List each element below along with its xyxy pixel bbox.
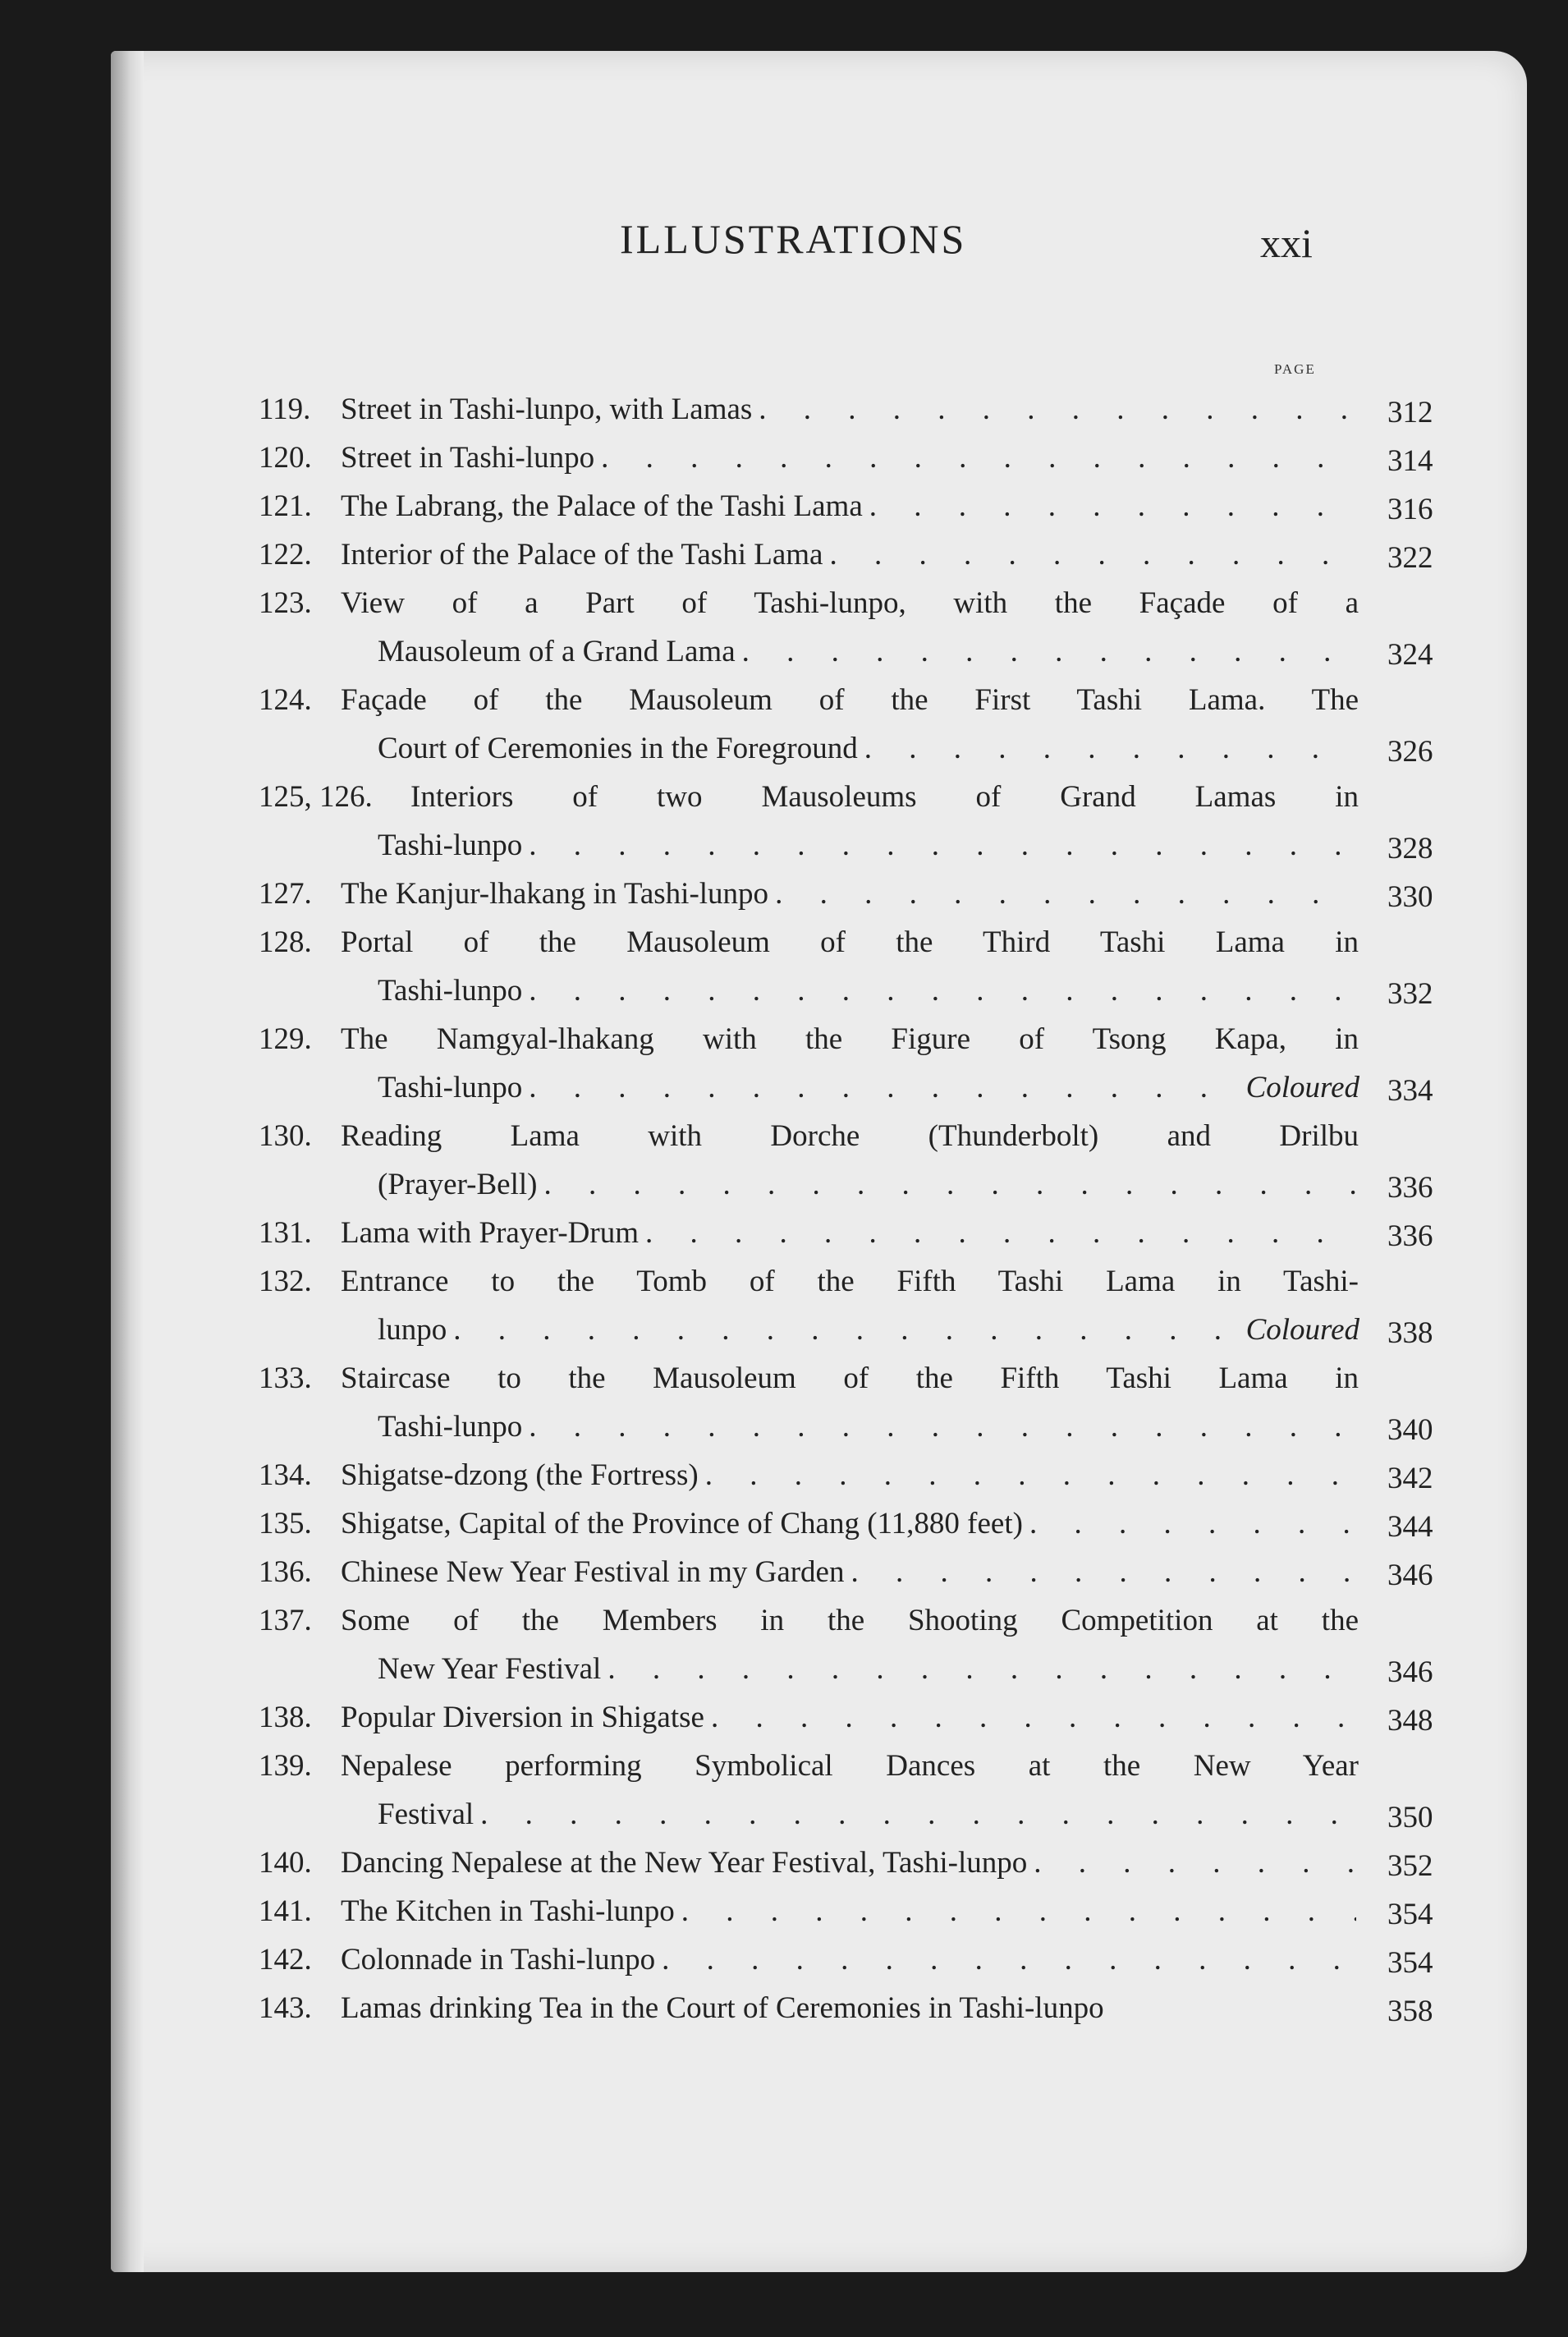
entry-number: 127. (259, 877, 312, 911)
entry-title: Chinese New Year Festival in my Garden (341, 1555, 845, 1589)
list-item (259, 1458, 1433, 1506)
dot-leader (607, 1651, 1356, 1687)
entry-page-number: 354 (1387, 1898, 1433, 1931)
entry-title-line: The Namgyal-lhakang with the Figure of Tsong Kapa, in (341, 1022, 1359, 1056)
list-item (259, 1264, 1433, 1361)
entry-leader-line (378, 1409, 1363, 1444)
dot-leader (869, 489, 1356, 524)
dot-leader (480, 1797, 1356, 1832)
coloured-note: Coloured (1245, 1313, 1359, 1347)
entry-page-number: 314 (1387, 444, 1433, 478)
entry-number: 143. (259, 1991, 312, 2025)
entry-number: 123. (259, 586, 312, 620)
entry-page-number: 338 (1387, 1316, 1433, 1350)
entry-title: The Labrang, the Palace of the Tashi Lama (341, 489, 863, 523)
entry-title: Shigatse, Capital of the Province of Chang (11,880 feet) (341, 1507, 1023, 1540)
entry-page-number: 332 (1387, 977, 1433, 1011)
entry-page-number: 354 (1387, 1946, 1433, 1980)
dot-leader (645, 1215, 1356, 1251)
entry-leader-line (378, 1167, 1363, 1202)
entry-title: Interior of the Palace of the Tashi Lama (341, 538, 823, 572)
dot-leader (529, 973, 1356, 1008)
entry-leader-line (378, 1797, 1363, 1832)
entry-page-number: 326 (1387, 735, 1433, 769)
entry-page-number: 328 (1387, 832, 1433, 865)
entry-title-line: View of a Part of Tashi-lunpo, with the Façade of a (341, 586, 1359, 620)
entry-title: Tashi-lunpo (378, 829, 523, 862)
entry-title: Street in Tashi-lunpo (341, 441, 595, 475)
entry-number: 122. (259, 538, 312, 572)
page-number: xxi (1260, 220, 1313, 266)
entry-title-line: Some of the Members in the Shooting Competition at the (341, 1604, 1359, 1637)
entry-leader-line (378, 973, 1363, 1008)
dot-leader (829, 537, 1356, 572)
list-item (259, 779, 1433, 876)
entry-number: 124. (259, 683, 312, 717)
entry-page-number: 342 (1387, 1462, 1433, 1495)
page-title: ILLUSTRATIONS (620, 216, 967, 262)
list-item (259, 1990, 1433, 2039)
entry-title: The Kanjur-lhakang in Tashi-lunpo (341, 877, 769, 911)
list-item (259, 925, 1433, 1022)
entry-title-line: Façade of the Mausoleum of the First Tashi Lama. The (341, 683, 1359, 717)
entry-leader-line (378, 1651, 1363, 1687)
entry-leader-line (341, 1215, 1363, 1251)
entry-leader-line (341, 1845, 1363, 1880)
entry-number: 130. (259, 1119, 312, 1153)
entry-leader-line (378, 731, 1363, 766)
entry-page-number: 340 (1387, 1413, 1433, 1447)
list-item (259, 489, 1433, 537)
entry-number: 128. (259, 925, 312, 959)
entry-leader-line (341, 1700, 1363, 1735)
entry-title: Mausoleum of a Grand Lama (378, 635, 736, 668)
entry-leader-line (341, 489, 1363, 524)
entry-number: 137. (259, 1604, 312, 1637)
entry-number: 133. (259, 1361, 312, 1395)
entry-title-line: Entrance to the Tomb of the Fifth Tashi Lama in Tashi- (341, 1265, 1359, 1298)
entry-title: Colonnade in Tashi-lunpo (341, 1943, 656, 1977)
entry-number: 138. (259, 1701, 312, 1734)
dot-leader (711, 1700, 1356, 1735)
list-item (259, 1700, 1433, 1748)
entry-page-number: 322 (1387, 541, 1433, 575)
entry-title-line: Staircase to the Mausoleum of the Fifth Tashi Lama in (341, 1361, 1359, 1395)
dot-leader (759, 392, 1356, 427)
dot-leader (601, 440, 1356, 475)
list-item (259, 1022, 1433, 1118)
page-column-label: PAGE (1274, 361, 1316, 377)
list-item (259, 1118, 1433, 1215)
list-item (259, 682, 1433, 779)
entry-number: 135. (259, 1507, 312, 1540)
entry-page-number: 330 (1387, 880, 1433, 914)
entry-number: 139. (259, 1749, 312, 1783)
entry-page-number: 334 (1387, 1074, 1433, 1108)
entry-leader-line (341, 876, 1363, 911)
entry-number: 121. (259, 489, 312, 523)
entry-title: New Year Festival (378, 1652, 602, 1686)
entry-title: Lama with Prayer-Drum (341, 1216, 639, 1250)
entry-title: (Prayer-Bell) (378, 1168, 538, 1201)
dot-leader (1034, 1845, 1356, 1880)
entry-leader-line (341, 1990, 1363, 2026)
dot-leader (1029, 1506, 1356, 1541)
list-item (259, 537, 1433, 585)
entry-leader-line (341, 1506, 1363, 1541)
dot-leader (529, 828, 1356, 863)
entry-number: 131. (259, 1216, 312, 1250)
dot-leader (529, 1070, 1239, 1105)
entry-page-number: 344 (1387, 1510, 1433, 1544)
list-item (259, 876, 1433, 925)
list-item (259, 1845, 1433, 1894)
entry-page-number: 324 (1387, 638, 1433, 672)
coloured-note: Coloured (1245, 1071, 1359, 1104)
list-item (259, 1748, 1433, 1845)
dot-leader (864, 731, 1356, 766)
page-gutter (111, 51, 144, 2272)
entry-title: Street in Tashi-lunpo, with Lamas (341, 393, 753, 426)
list-item (259, 392, 1433, 440)
entry-title: Tashi-lunpo (378, 1410, 523, 1444)
entry-number: 125, 126. (259, 780, 373, 814)
dot-leader (742, 634, 1356, 669)
entry-title-line: Interiors of two Mausoleums of Grand Lamas in (410, 780, 1359, 814)
entry-title: Tashi-lunpo (378, 1071, 523, 1104)
list-item (259, 1215, 1433, 1264)
entry-leader-line (341, 1458, 1363, 1493)
entry-leader-line (341, 1942, 1363, 1977)
list-item (259, 1361, 1433, 1458)
list-item (259, 585, 1433, 682)
entry-number: 136. (259, 1555, 312, 1589)
list-item (259, 1942, 1433, 1990)
entry-title: Popular Diversion in Shigatse (341, 1701, 704, 1734)
list-item (259, 440, 1433, 489)
entry-leader-line (378, 828, 1363, 863)
dot-leader (662, 1942, 1356, 1977)
entry-page-number: 312 (1387, 396, 1433, 429)
book-page (111, 51, 1527, 2272)
entry-title: lunpo (378, 1313, 447, 1347)
entry-title-line: Portal of the Mausoleum of the Third Tashi Lama in (341, 925, 1359, 959)
list-item (259, 1554, 1433, 1603)
entry-page-number: 348 (1387, 1704, 1433, 1738)
entry-leader-line (378, 634, 1363, 669)
entry-page-number: 336 (1387, 1171, 1433, 1205)
entry-title-line: Nepalese performing Symbolical Dances at the New Year (341, 1749, 1359, 1783)
entry-number: 140. (259, 1846, 312, 1880)
entry-number: 142. (259, 1943, 312, 1977)
dot-leader (775, 876, 1356, 911)
entry-page-number: 346 (1387, 1559, 1433, 1592)
dot-leader (529, 1409, 1356, 1444)
entry-leader-line (378, 1312, 1363, 1348)
entry-page-number: 350 (1387, 1801, 1433, 1834)
entry-page-number: 358 (1387, 1995, 1433, 2028)
dot-leader (453, 1312, 1239, 1348)
entry-page-number: 336 (1387, 1219, 1433, 1253)
dot-leader (681, 1894, 1356, 1929)
list-item (259, 1506, 1433, 1554)
dot-leader (850, 1554, 1356, 1590)
entry-leader-line (341, 440, 1363, 475)
entry-number: 141. (259, 1894, 312, 1928)
entry-page-number: 346 (1387, 1655, 1433, 1689)
entry-leader-line (341, 392, 1363, 427)
entry-leader-line (378, 1070, 1363, 1105)
entry-page-number: 352 (1387, 1849, 1433, 1883)
entry-title: Dancing Nepalese at the New Year Festival, Tashi-lunpo (341, 1846, 1028, 1880)
entry-title: Lamas drinking Tea in the Court of Ceremonies in Tashi-lunpo (341, 1991, 1104, 2025)
list-item (259, 1894, 1433, 1942)
entry-number: 134. (259, 1458, 312, 1492)
entry-title: The Kitchen in Tashi-lunpo (341, 1894, 675, 1928)
entry-leader-line (341, 537, 1363, 572)
entry-leader-line (341, 1894, 1363, 1929)
entry-number: 120. (259, 441, 312, 475)
entry-number: 119. (259, 393, 311, 426)
entry-title: Shigatse-dzong (the Fortress) (341, 1458, 699, 1492)
dot-leader (543, 1167, 1356, 1202)
dot-leader (705, 1458, 1356, 1493)
entry-title: Tashi-lunpo (378, 974, 523, 1008)
entry-number: 132. (259, 1265, 312, 1298)
entry-title-line: Reading Lama with Dorche (Thunderbolt) and Drilbu (341, 1119, 1359, 1153)
entry-title: Court of Ceremonies in the Foreground (378, 732, 858, 765)
entry-leader-line (341, 1554, 1363, 1590)
entry-title: Festival (378, 1798, 475, 1831)
list-item (259, 1603, 1433, 1700)
entry-number: 129. (259, 1022, 312, 1056)
entry-page-number: 316 (1387, 493, 1433, 526)
